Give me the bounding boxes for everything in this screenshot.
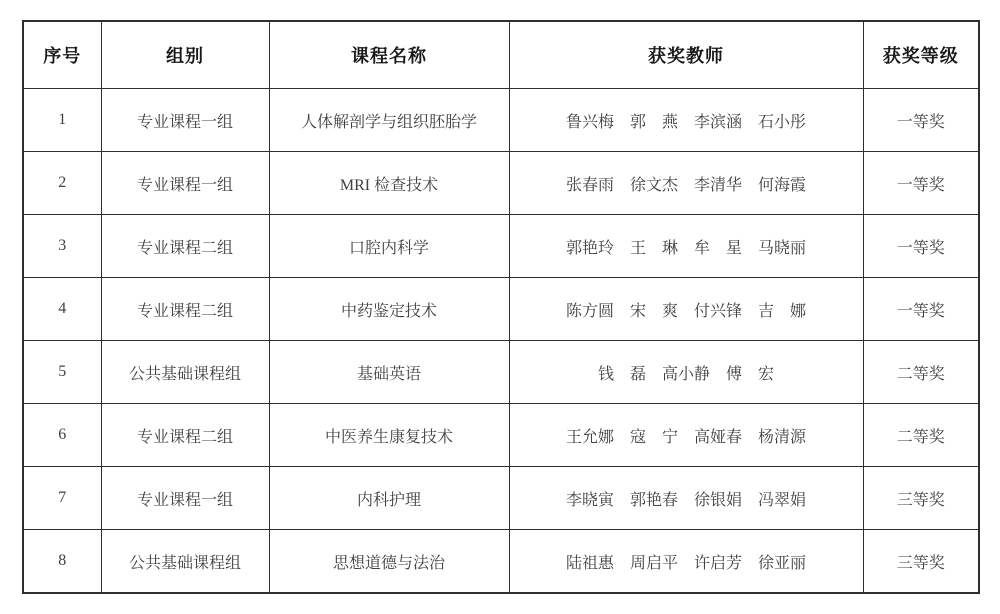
table-row xyxy=(23,341,979,404)
group-cell: 公共基础课程组 xyxy=(101,530,269,594)
table-row xyxy=(23,530,979,594)
group-cell: 专业课程一组 xyxy=(101,89,269,152)
award-cell: 一等奖 xyxy=(863,89,979,152)
seq-cell: 7 xyxy=(23,467,101,530)
teachers-cell: 李晓寅 郭艳春 徐银娟 冯翠娟 xyxy=(509,467,863,530)
table-row xyxy=(23,152,979,215)
course-cell: 基础英语 xyxy=(269,341,509,404)
teachers-cell: 陈方圆 宋 爽 付兴锋 吉 娜 xyxy=(509,278,863,341)
course-cell: 中医养生康复技术 xyxy=(269,404,509,467)
award-cell: 一等奖 xyxy=(863,152,979,215)
course-cell: MRI 检查技术 xyxy=(269,152,509,215)
award-cell: 一等奖 xyxy=(863,215,979,278)
teachers-cell: 郭艳玲 王 琳 牟 星 马晓丽 xyxy=(509,215,863,278)
course-cell: 中药鉴定技术 xyxy=(269,278,509,341)
seq-cell: 6 xyxy=(23,404,101,467)
table-row xyxy=(23,89,979,152)
teachers-cell: 王允娜 寇 宁 高娅春 杨清源 xyxy=(509,404,863,467)
group-cell: 公共基础课程组 xyxy=(101,341,269,404)
award-table xyxy=(22,20,980,594)
seq-cell: 4 xyxy=(23,278,101,341)
group-cell: 专业课程二组 xyxy=(101,215,269,278)
table-row xyxy=(23,215,979,278)
teachers-cell: 鲁兴梅 郭 燕 李滨涵 石小彤 xyxy=(509,89,863,152)
table-row xyxy=(23,278,979,341)
table-row xyxy=(23,404,979,467)
award-cell: 一等奖 xyxy=(863,278,979,341)
course-cell: 口腔内科学 xyxy=(269,215,509,278)
header-award: 获奖等级 xyxy=(863,21,979,89)
header-seq: 序号 xyxy=(23,21,101,89)
course-cell: 人体解剖学与组织胚胎学 xyxy=(269,89,509,152)
header-teachers: 获奖教师 xyxy=(509,21,863,89)
header-course: 课程名称 xyxy=(269,21,509,89)
group-cell: 专业课程一组 xyxy=(101,152,269,215)
header-row xyxy=(23,21,979,89)
group-cell: 专业课程二组 xyxy=(101,278,269,341)
teachers-cell: 张春雨 徐文杰 李清华 何海霞 xyxy=(509,152,863,215)
award-cell: 二等奖 xyxy=(863,404,979,467)
seq-cell: 1 xyxy=(23,89,101,152)
seq-cell: 3 xyxy=(23,215,101,278)
seq-cell: 5 xyxy=(23,341,101,404)
seq-cell: 8 xyxy=(23,530,101,594)
teachers-cell: 钱 磊 高小静 傅 宏 xyxy=(509,341,863,404)
group-cell: 专业课程二组 xyxy=(101,404,269,467)
award-cell: 二等奖 xyxy=(863,341,979,404)
seq-cell: 2 xyxy=(23,152,101,215)
course-cell: 思想道德与法治 xyxy=(269,530,509,594)
course-cell: 内科护理 xyxy=(269,467,509,530)
group-cell: 专业课程一组 xyxy=(101,467,269,530)
award-cell: 三等奖 xyxy=(863,467,979,530)
table-row xyxy=(23,467,979,530)
teachers-cell: 陆祖惠 周启平 许启芳 徐亚丽 xyxy=(509,530,863,594)
header-group: 组别 xyxy=(101,21,269,89)
award-cell: 三等奖 xyxy=(863,530,979,594)
